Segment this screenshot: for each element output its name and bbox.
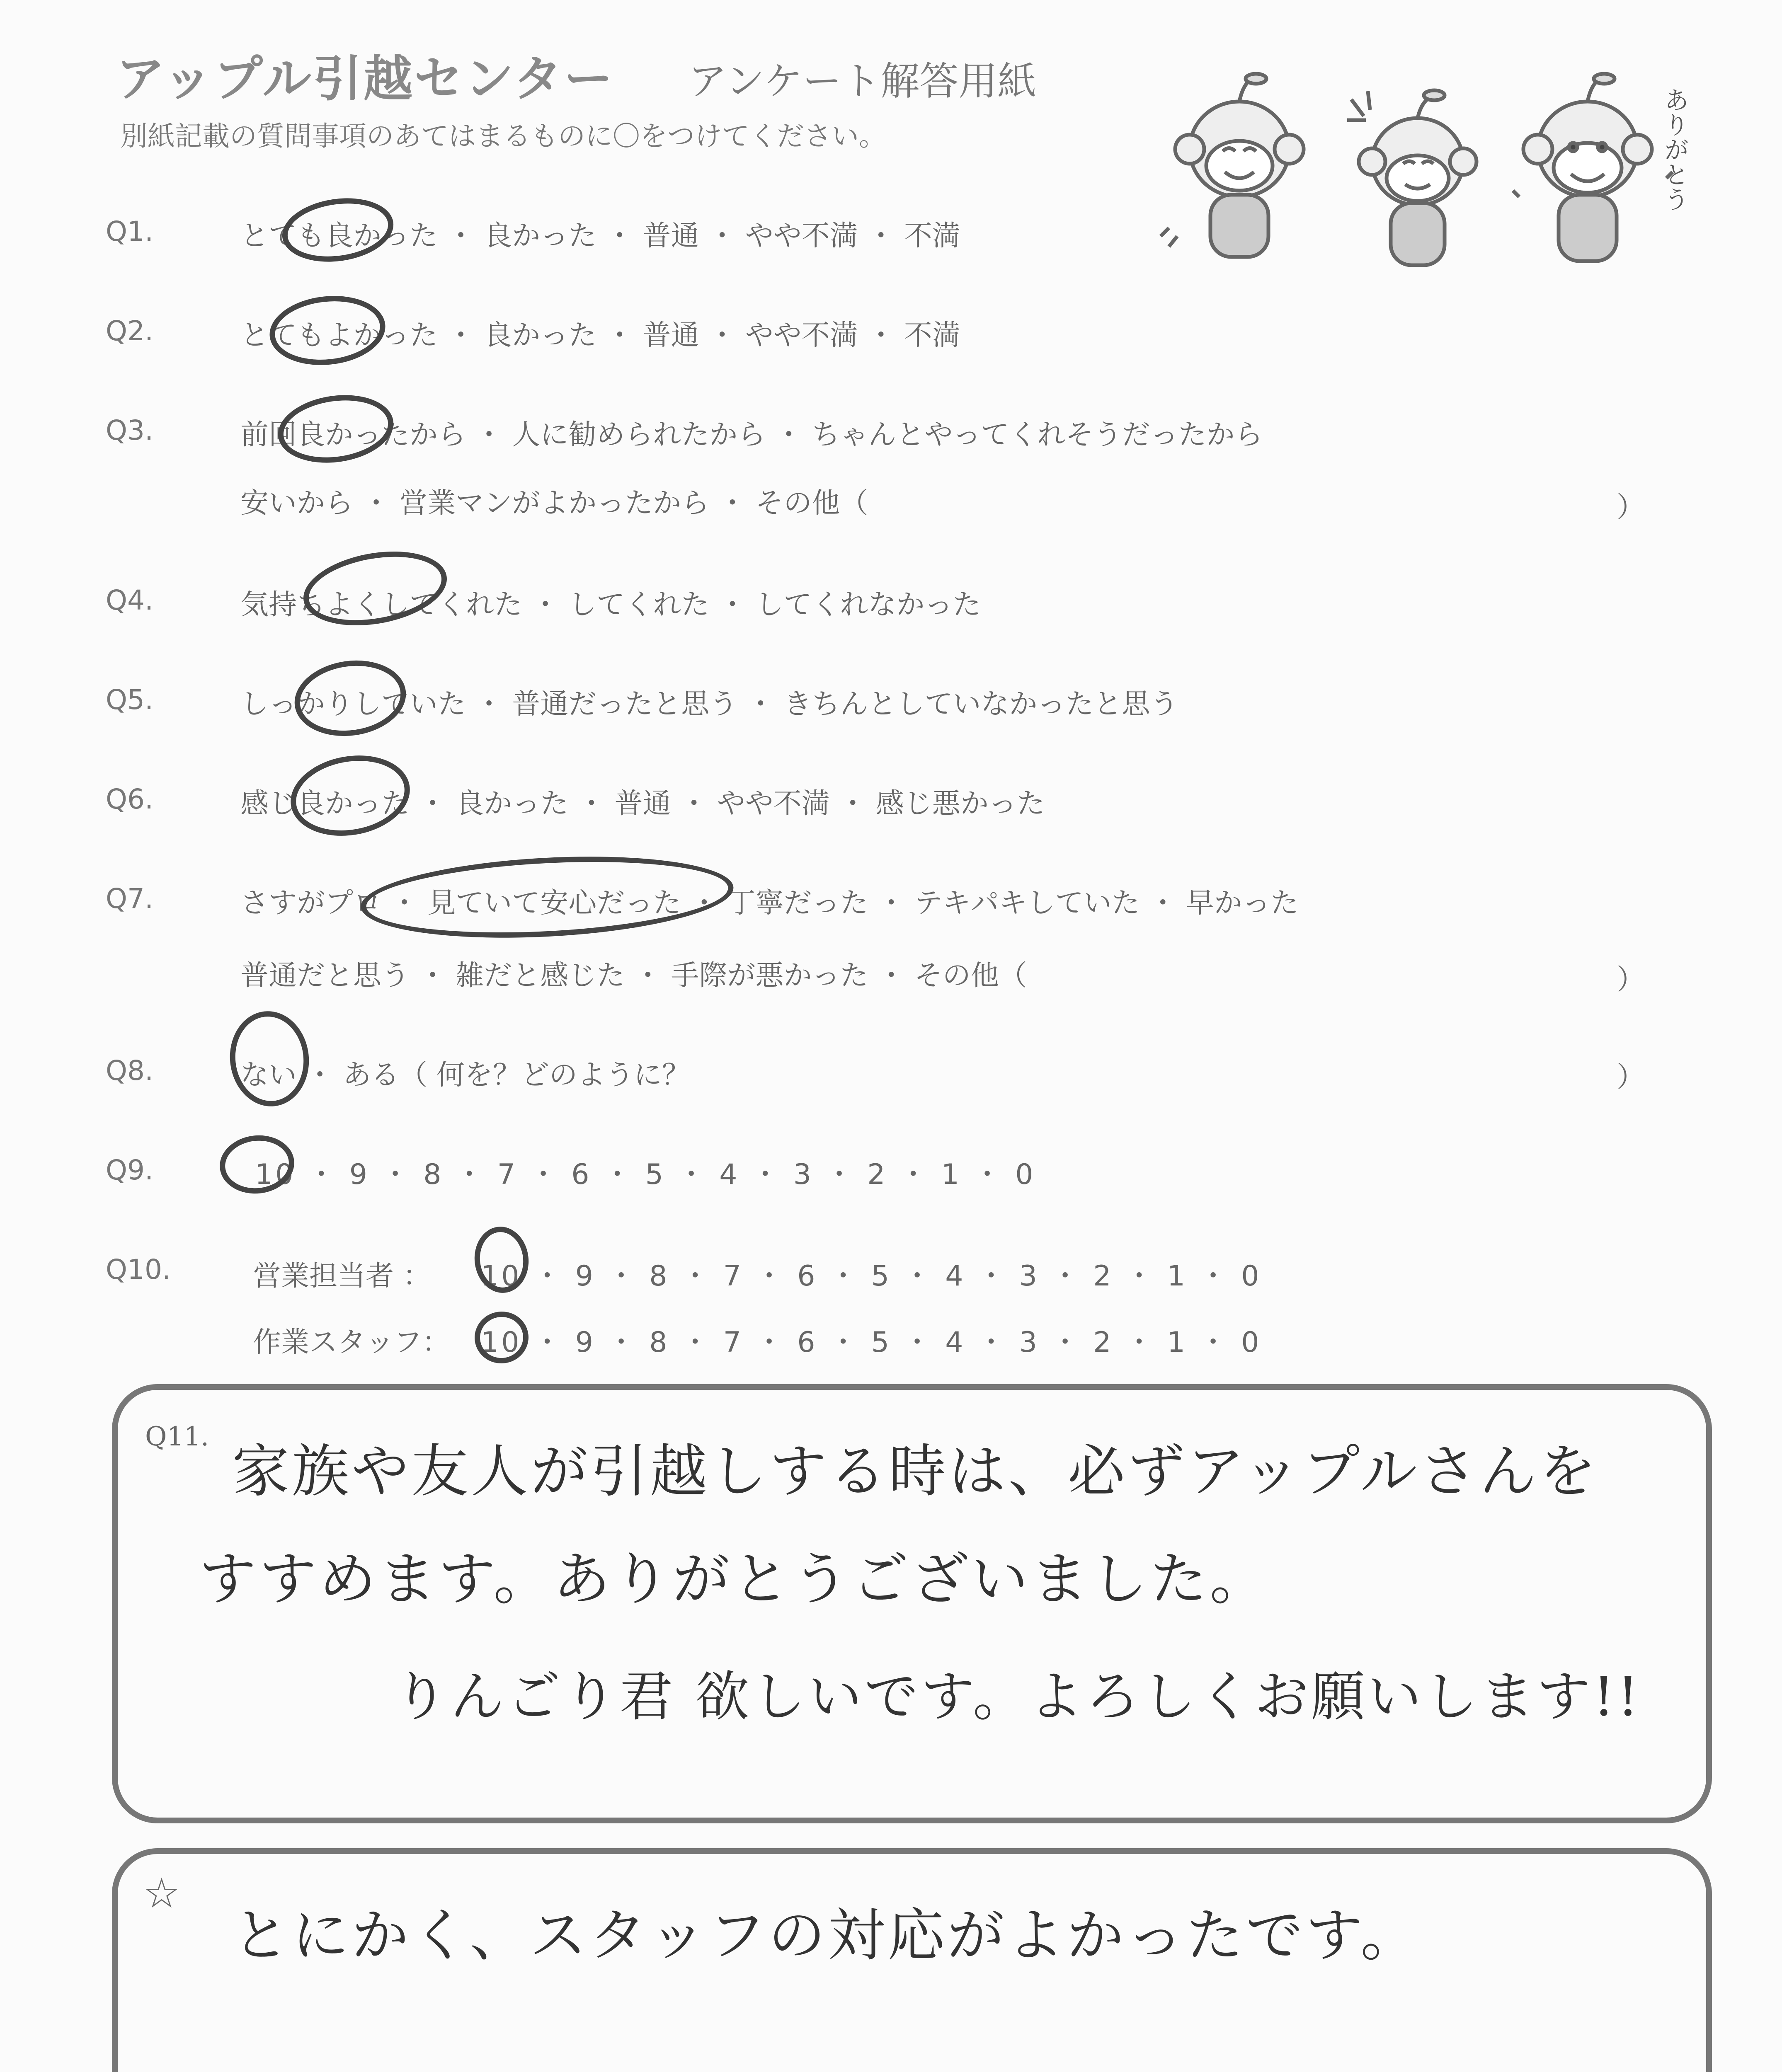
q8-selection-circle [225,1007,313,1111]
q3-close-paren: ） [1617,491,1645,524]
q10-staff-scale[interactable]: 10 ・ 9 ・ 8 ・ 7 ・ 6 ・ 5 ・ 4 ・ 3 ・ 2 ・ 1 ・ 0 [481,1326,1262,1359]
q9-label: Q9. [106,1154,153,1186]
q3-selection-circle [274,388,398,470]
q11-comment-line2: すすめます。ありがとうございました。 [199,1546,1270,1612]
q2-label: Q2. [106,315,153,347]
q2-options[interactable]: とてもよかった ・ 良かった ・ 普通 ・ やや不満 ・ 不満 [240,319,960,352]
q5-selection-circle [290,654,411,743]
q4-options[interactable]: 気持ちよくしてくれた ・ してくれた ・ してくれなかった [240,588,981,621]
mascot-illustration [1152,54,1704,286]
q7-label: Q7. [106,883,153,915]
q11-comment-line3: りんごり君 欲しいです。よろしくお願いします!! [394,1665,1641,1728]
q7-close-paren: ） [1617,963,1645,996]
star-icon: ☆ [143,1869,180,1917]
q3-options-line1[interactable]: 前回良かったから ・ 人に勧められたから ・ ちゃんとやってくれそうだったから [240,419,1263,451]
q6-label: Q6. [106,783,153,815]
q11-label: Q11. [145,1421,209,1452]
q5-label: Q5. [106,684,153,716]
q7-options-line2[interactable]: 普通だと思う ・ 雑だと感じた ・ 手際が悪かった ・ その他（ [240,959,1027,992]
q1-selection-circle [278,191,398,269]
mascot-caption: ありがとう [1660,87,1689,211]
q5-options[interactable]: しっかりしていた ・ 普通だったと思う ・ きちんとしていなかったと思う [240,688,1178,721]
q3-label: Q3. [106,414,153,446]
q1-label: Q1. [106,215,153,247]
q8-options[interactable]: ない ・ ある（ 何を？どのように？ [240,1059,690,1092]
form-title: アップル引越センター [116,50,615,107]
q1-options[interactable]: とても良かった ・ 良かった ・ 普通 ・ やや不満 ・ 不満 [240,220,960,252]
q10-sales-scale[interactable]: 10 ・ 9 ・ 8 ・ 7 ・ 6 ・ 5 ・ 4 ・ 3 ・ 2 ・ 1 ・ 0 [481,1260,1262,1293]
q11-comment-line1: 家族や友人が引越しする時は、必ずアップルさんを [232,1438,1599,1505]
additional-comment-line1: とにかく、スタッフの対応がよかったです。 [232,1902,1421,1969]
q8-close-paren: ） [1617,1061,1645,1094]
q10-sales-label: 営業担当者 ： [253,1260,431,1293]
q10-staff-label: 作業スタッフ： [253,1326,451,1359]
q4-label: Q4. [106,584,153,616]
q9-scale[interactable]: 10 ・ 9 ・ 8 ・ 7 ・ 6 ・ 5 ・ 4 ・ 3 ・ 2 ・ 1 ・ 0 [255,1158,1036,1191]
q10-label: Q10. [106,1254,171,1285]
instruction-text: 別紙記載の質問事項のあてはまるものに〇をつけてください。 [120,120,886,152]
q6-selection-circle [284,746,417,845]
q3-options-line2[interactable]: 安いから ・ 営業マンがよかったから ・ その他（ [240,487,868,520]
q7-options-line1[interactable]: さすがプロ ・ 見ていて安心だった ・ 丁寧だった ・ テキパキしていた ・ 早かった [240,887,1299,920]
q7-selection-circle [359,848,736,946]
q2-selection-circle [266,290,389,370]
q6-options[interactable]: 感じ良かった ・ 良かった ・ 普通 ・ やや不満 ・ 感じ悪かった [240,787,1045,820]
form-subtitle: アンケート解答用紙 [688,59,1037,104]
q8-label: Q8. [106,1055,153,1087]
